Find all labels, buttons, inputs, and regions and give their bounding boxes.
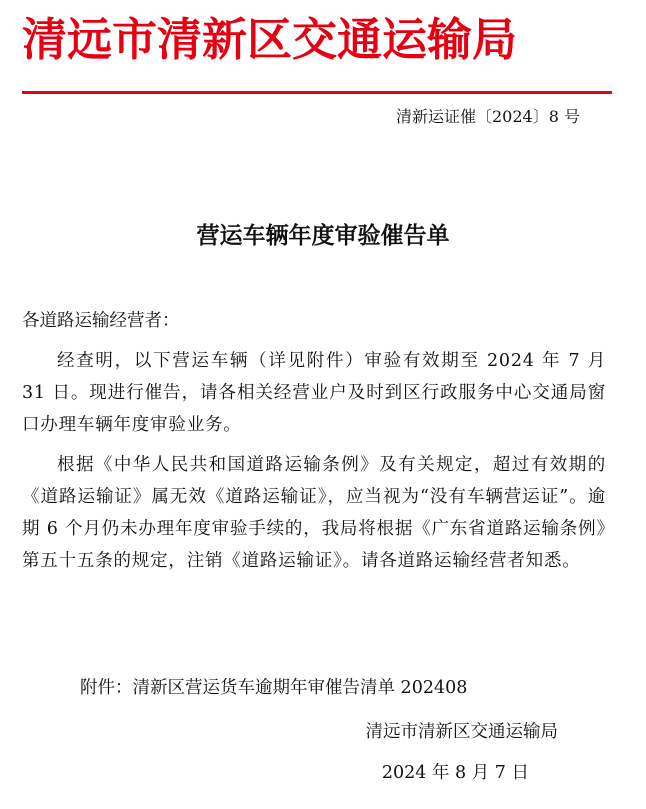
document-body <box>22 305 606 577</box>
salutation: 各道路运输经营者： <box>22 311 180 331</box>
document-title: 营运车辆年度审验催告单 <box>196 222 450 249</box>
header-divider <box>22 91 612 94</box>
agency-masthead: 清远市清新区交通运输局 <box>22 13 518 66</box>
paragraph-notice: 经查明，以下营运车辆（详见附件）审验有效期至 2024 年 7 月 31 日。现进行催告，请各相关经营业户及时到区行政服务中心交通局窗口办理车辆年度审验业务。 <box>22 351 606 435</box>
document-number: 清新运证催〔2024〕8 号 <box>396 107 580 126</box>
attachment-note: 附件：清新区营运货车逾期年审催告清单 202408 <box>80 678 468 698</box>
issuing-agency: 清远市清新区交通运输局 <box>365 722 558 742</box>
paragraph-legal-basis: 根据《中华人民共和国道路运输条例》及有关规定，超过有效期的《道路运输证》属无效《道路运输证》，应当视为“没有车辆营运证”。逾期 6 个月仍未办理年度审验手续的，我局将根据《广东省道路运输条例》第五十五条的规定，注销《道路运输证》。请各道路运输经营者知悉。 <box>22 455 606 571</box>
issue-date: 2024 年 8 月 7 日 <box>381 763 529 783</box>
